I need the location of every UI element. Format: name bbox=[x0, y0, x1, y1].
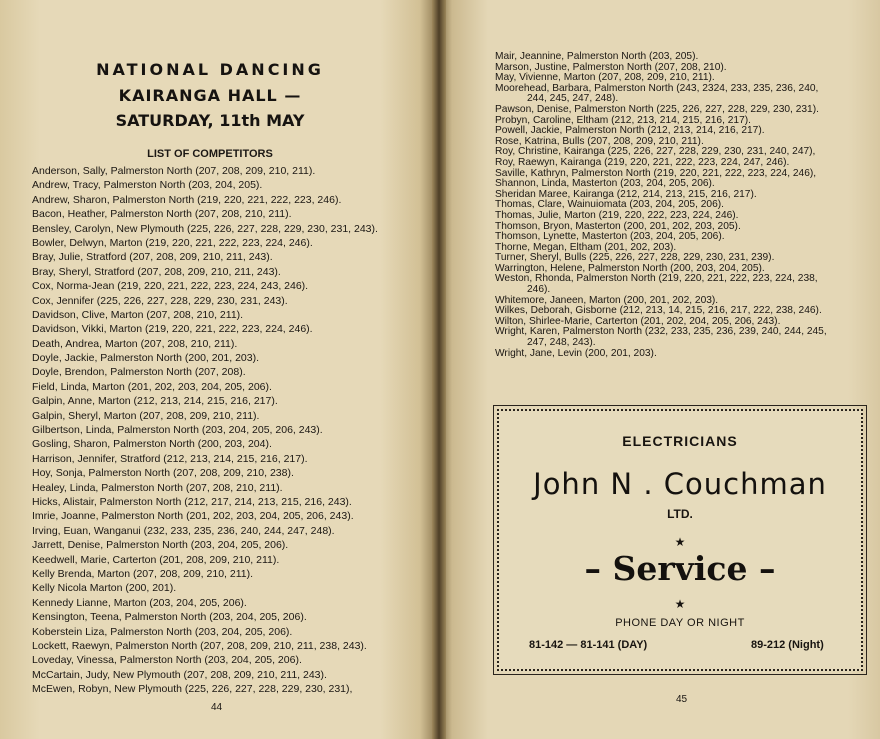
competitor-entry-text: Whitemore, Janeen, Marton (200, 201, 202, 203). bbox=[495, 294, 719, 306]
competitor-entry: Bray, Julie, Stratford (207, 208, 209, 210, 211, 243). bbox=[32, 251, 273, 264]
competitor-entry: Koberstein Liza, Palmerston North (203, 204, 205, 206). bbox=[32, 625, 293, 638]
competitor-entry: Bensley, Carolyn, New Plymouth (225, 226, 227, 228, 229, 230, 231, 243). bbox=[32, 222, 378, 235]
page-number-left: 44 bbox=[211, 702, 223, 713]
competitor-entry-text: Marson, Justine, Palmerston North (207, 208, 210). bbox=[495, 61, 727, 73]
competitor-entry-text: Thomas, Clare, Wainuiomata (203, 204, 205, 206). bbox=[495, 199, 724, 211]
competitor-entry: Imrie, Joanne, Palmerston North (201, 202, 203, 204, 205, 206, 243). bbox=[32, 510, 354, 523]
ad-phone-caption: PHONE DAY OR NIGHT bbox=[615, 617, 745, 629]
competitor-entry: Bacon, Heather, Palmerston North (207, 208, 210, 211). bbox=[32, 208, 292, 221]
competitor-entry: Cox, Jennifer (225, 226, 227, 228, 229, 230, 231, 243). bbox=[32, 294, 288, 307]
competitor-entry: Healey, Linda, Palmerston North (207, 208, 210, 211). bbox=[32, 481, 283, 494]
competitor-entry: Kensington, Teena, Palmerston North (203, 204, 205, 206). bbox=[32, 611, 307, 624]
competitor-entry: Gilbertson, Linda, Palmerston North (203, 204, 205, 206, 243). bbox=[32, 424, 323, 437]
competitor-entry-continuation: 247, 248, 243). bbox=[527, 337, 596, 349]
ad-slogan: – Service – bbox=[584, 549, 776, 588]
competitor-entry: Cox, Norma-Jean (219, 220, 221, 222, 223, 224, 243, 246). bbox=[32, 280, 309, 293]
competitor-entry-text: Warrington, Helene, Palmerston North (200, 203, 204, 205). bbox=[495, 262, 765, 274]
competitor-entry: Death, Andrea, Marton (207, 208, 210, 211). bbox=[32, 337, 238, 350]
competitor-entry-text: Mair, Jeannine, Palmerston North (203, 205). bbox=[495, 51, 699, 62]
competitor-entry-continuation: 244, 245, 247, 248). bbox=[527, 93, 619, 105]
competitors-list-right bbox=[495, 52, 865, 359]
book-gutter bbox=[432, 0, 446, 739]
competitor-entry-text: Probyn, Caroline, Eltham (212, 213, 214, 215, 216, 217). bbox=[495, 114, 751, 126]
competitor-entry: Andrew, Sharon, Palmerston North (219, 220, 221, 222, 223, 246). bbox=[32, 193, 342, 206]
competitor-entry: Doyle, Jackie, Palmerston North (200, 201, 203). bbox=[32, 352, 260, 365]
competitor-entry: Harrison, Jennifer, Stratford (212, 213, 214, 215, 216, 217). bbox=[32, 452, 308, 465]
competitor-entry: Kelly Brenda, Marton (207, 208, 209, 210, 211). bbox=[32, 567, 254, 580]
competitor-entry: Anderson, Sally, Palmerston North (207, 208, 209, 210, 211). bbox=[32, 165, 316, 177]
competitor-entry-text: Moorehead, Barbara, Palmerston North (243, 2324, 233, 235, 236, 240, bbox=[495, 82, 819, 94]
competitor-entry: Lockett, Raewyn, Palmerston North (207, 208, 209, 210, 211, 238, 243). bbox=[32, 639, 367, 652]
competitor-entry-text: Thomas, Julie, Marton (219, 220, 222, 223, 224, 246). bbox=[495, 209, 739, 221]
competitor-entry-text: Thomson, Bryon, Masterton (200, 201, 202, 203, 205). bbox=[495, 220, 741, 232]
competitor-entry: Kennedy Lianne, Marton (203, 204, 205, 206). bbox=[32, 596, 247, 609]
event-venue: KAIRANGA HALL — bbox=[118, 86, 302, 105]
competitor-entry-text: May, Vivienne, Marton (207, 208, 209, 210, 211). bbox=[495, 72, 715, 84]
competitor-entry: Andrew, Tracy, Palmerston North (203, 204, 205). bbox=[32, 179, 263, 192]
left-page bbox=[0, 0, 438, 739]
competitor-entry: McEwen, Robyn, New Plymouth (225, 226, 227, 228, 229, 230, 231), bbox=[32, 683, 353, 696]
competitor-entry-continuation: 246). bbox=[527, 284, 551, 296]
competitor-entry: Davidson, Vikki, Marton (219, 220, 221, 222, 223, 224, 246). bbox=[32, 323, 313, 336]
competitor-entry: Jarrett, Denise, Palmerston North (203, 204, 205, 206). bbox=[32, 539, 289, 552]
competitor-entry-text: Weston, Rhonda, Palmerston North (219, 220, 221, 222, 223, 224, 238, bbox=[495, 273, 818, 285]
ad-night-number: 89-212 (Night) bbox=[751, 639, 824, 651]
event-title: NATIONAL DANCING bbox=[96, 60, 324, 79]
competitor-entry bbox=[495, 84, 865, 105]
competitor-entry-text: Shannon, Linda, Masterton (203, 204, 205, 206). bbox=[495, 178, 715, 190]
competitor-entry-text: Pawson, Denise, Palmerston North (225, 226, 227, 228, 229, 230, 231). bbox=[495, 103, 819, 115]
competitor-entry: Gosling, Sharon, Palmerston North (200, 203, 204). bbox=[32, 438, 272, 451]
competitor-entry: Field, Linda, Marton (201, 202, 203, 204, 205, 206). bbox=[32, 380, 272, 393]
competitor-entry-text: Wilkes, Deborah, Gisborne (212, 213, 14, 215, 216, 217, 222, 238, 246). bbox=[495, 305, 822, 317]
star-icon: ★ bbox=[674, 535, 686, 549]
competitor-entry: Keedwell, Marie, Carterton (201, 208, 209, 210, 211). bbox=[32, 553, 280, 566]
competitor-entry: Davidson, Clive, Marton (207, 208, 210, 211). bbox=[32, 308, 244, 321]
competitor-entry-text: Roy, Christine, Kairanga (225, 226, 227, 228, 229, 230, 231, 240, 247), bbox=[495, 146, 816, 158]
competitor-entry-text: Turner, Sheryl, Bulls (225, 226, 227, 228, 229, 230, 231, 239). bbox=[495, 252, 775, 264]
competitor-entry: Bowler, Delwyn, Marton (219, 220, 221, 222, 223, 224, 246). bbox=[32, 236, 313, 249]
ad-day-numbers: 81-142 — 81-141 (DAY) bbox=[529, 639, 648, 651]
competitor-entry: Doyle, Brendon, Palmerston North (207, 208). bbox=[32, 366, 246, 379]
ad-category: ELECTRICIANS bbox=[622, 433, 738, 449]
competitor-entry-text: Wright, Karen, Palmerston North (232, 233, 235, 236, 239, 240, 244, 245, bbox=[495, 326, 827, 338]
page-number-right: 45 bbox=[676, 694, 688, 705]
competitor-entry: Hicks, Alistair, Palmerston North (212, 217, 214, 213, 215, 216, 243). bbox=[32, 495, 352, 508]
competitor-entry-text: Thorne, Megan, Eltham (201, 202, 203). bbox=[495, 241, 677, 253]
competitor-entry bbox=[495, 349, 865, 360]
competitor-entry bbox=[495, 327, 865, 348]
competitor-entry-text: Wilton, Shirlee-Marie, Carterton (201, 202, 204, 205, 206, 243). bbox=[495, 315, 781, 327]
competitor-entry: Galpin, Anne, Marton (212, 213, 214, 215, 216, 217). bbox=[32, 395, 278, 408]
competitor-entry-text: Powell, Jackie, Palmerston North (212, 213, 214, 216, 217). bbox=[495, 125, 765, 137]
ad-company-name: John N . Couchman bbox=[533, 467, 827, 501]
competitor-entry-text: Wright, Jane, Levin (200, 201, 203). bbox=[495, 347, 657, 359]
competitor-entry: Kelly Nicola Marton (200, 201). bbox=[32, 582, 177, 595]
competitor-entry bbox=[495, 274, 865, 295]
competitor-entry-text: Sheridan Maree, Kairanga (212, 214, 213, 215, 216, 217). bbox=[495, 188, 757, 200]
ad-company-suffix: LTD. bbox=[667, 507, 693, 521]
competitor-entry: Loveday, Vinessa, Palmerston North (203, 204, 205, 206). bbox=[32, 654, 302, 667]
competitor-entry-text: Roy, Raewyn, Kairanga (219, 220, 221, 222, 223, 224, 247, 246). bbox=[495, 156, 790, 168]
competitors-list-title: LIST OF COMPETITORS bbox=[147, 148, 273, 160]
competitor-entry: Galpin, Sheryl, Marton (207, 208, 209, 210, 211). bbox=[32, 409, 260, 422]
star-icon: ★ bbox=[674, 597, 686, 611]
competitor-entry-text: Rose, Katrina, Bulls (207, 208, 209, 210, 211). bbox=[495, 135, 704, 147]
competitor-entry: McCartain, Judy, New Plymouth (207, 208, 209, 210, 211, 243). bbox=[32, 668, 327, 681]
competitor-entry: Irving, Euan, Wanganui (232, 233, 235, 236, 240, 244, 247, 248). bbox=[32, 524, 335, 537]
competitor-entry-text: Thomson, Lynette, Masterton (203, 204, 205, 206). bbox=[495, 231, 725, 243]
electrician-advertisement bbox=[497, 409, 863, 671]
competitor-entry-text: Saville, Kathryn, Palmerston North (219, 220, 221, 222, 223, 224, 246), bbox=[495, 167, 817, 179]
event-date: SATURDAY, 11th MAY bbox=[115, 111, 305, 130]
competitor-entry: Bray, Sheryl, Stratford (207, 208, 209, 210, 211, 243). bbox=[32, 265, 281, 278]
competitors-list-left bbox=[32, 164, 432, 696]
competitor-entry: Hoy, Sonja, Palmerston North (207, 208, 209, 210, 238). bbox=[32, 467, 294, 480]
